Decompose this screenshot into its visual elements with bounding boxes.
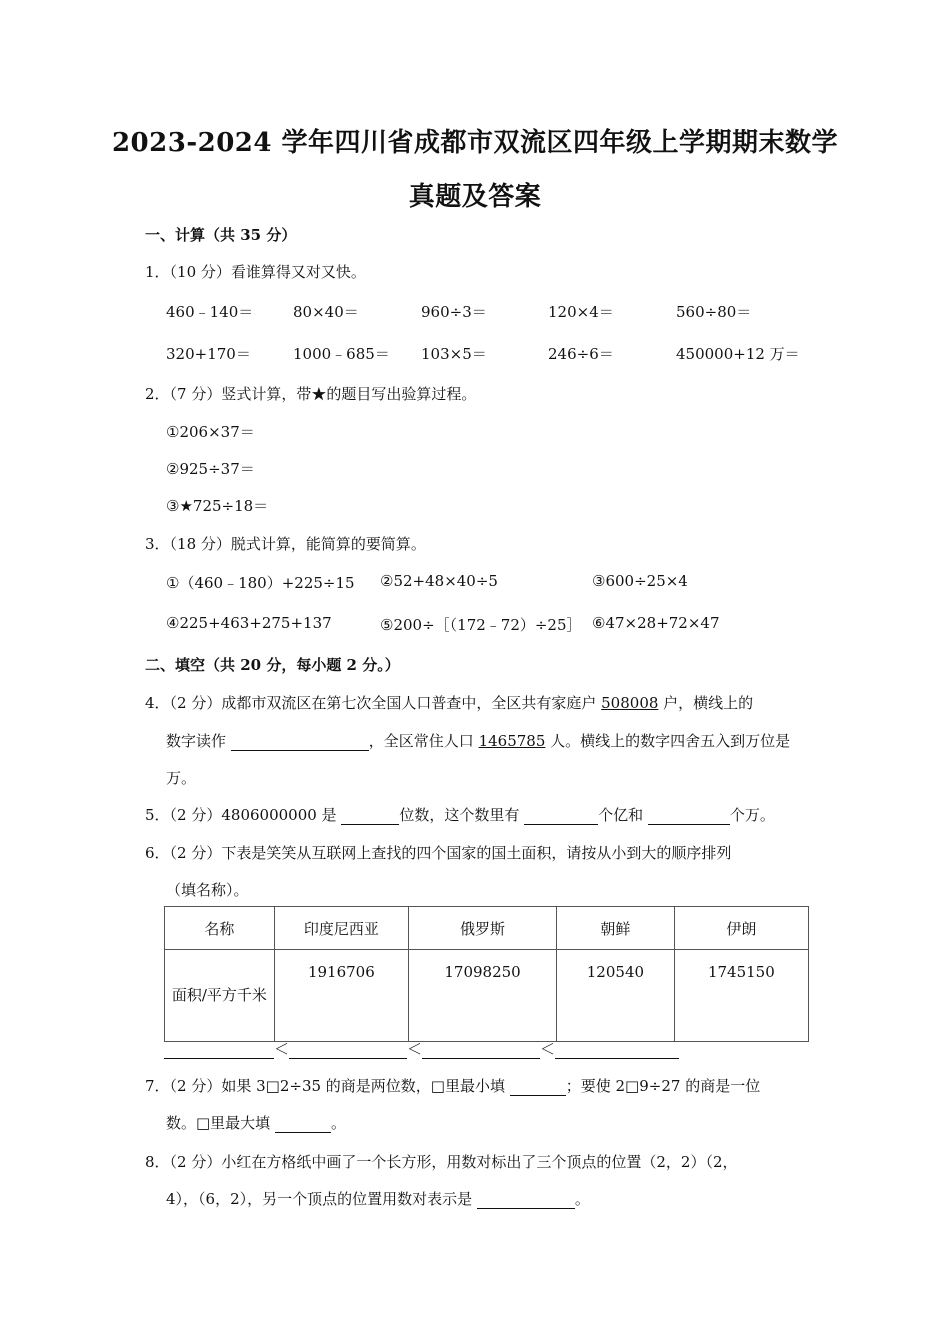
q8-line-1: 8．（2 分）小红在方格纸中画了一个长方形，用数对标出了三个顶点的位置（2，2）（2，: [145, 1153, 738, 1171]
q5-text: 个万。: [729, 806, 775, 824]
q4-text: ，全区常住人口: [368, 732, 479, 750]
q5-text: 个亿和: [598, 806, 648, 824]
q6-line-1: 6．（2 分）下表是笑笑从互联网上查找的四个国家的国土面积，请按从小到大的顺序排列: [145, 844, 732, 862]
q5-blank-digits[interactable]: [341, 808, 399, 825]
q3-item: ⑤200÷［（172﹣72）÷25］: [380, 616, 582, 634]
table-header-row: [165, 907, 809, 950]
q5-text: 5．（2 分）4806000000 是: [145, 806, 342, 824]
q7-line-1: [145, 1075, 760, 1096]
q6-order-answer: [164, 1038, 679, 1059]
less-than-sign: ＜: [407, 1040, 423, 1058]
q4-text: 4．（2 分）成都市双流区在第七次全国人口普查中，全区共有家庭户: [145, 694, 602, 712]
q1-item: 450000+12 万＝: [676, 345, 800, 363]
q1-item: 103×5＝: [421, 345, 487, 363]
q3-item: ①（460﹣180）+225÷15: [166, 574, 355, 592]
q5-line: [145, 804, 775, 825]
q4-line-2: [166, 730, 790, 751]
table-header-cell: 伊朗: [674, 907, 808, 950]
q4-number-households: 508008: [601, 694, 659, 712]
q8-line-2: [166, 1188, 590, 1209]
q6-blank-1[interactable]: [164, 1042, 274, 1059]
less-than-sign: ＜: [274, 1040, 290, 1058]
q7-blank-max[interactable]: [275, 1116, 331, 1133]
less-than-sign: ＜: [540, 1040, 556, 1058]
q3-stem: 3．（18 分）脱式计算，能简算的要简算。: [145, 535, 426, 553]
title-line-1: 2023-2024 学年四川省成都市双流区四年级上学期期末数学: [111, 128, 839, 158]
q8-text: 4），（6，2），另一个顶点的位置用数对表示是: [166, 1190, 477, 1208]
q5-blank-wan[interactable]: [648, 808, 730, 825]
q4-text: 人。横线上的数字四舍五入到万位是: [545, 732, 791, 750]
q5-text: 位数，这个数里有: [399, 806, 525, 824]
q4-line-1: [145, 692, 753, 713]
q6-line-2: （填名称）。: [166, 881, 249, 899]
table-row: [165, 950, 809, 1042]
q5-blank-yi[interactable]: [524, 808, 598, 825]
country-area-table: [164, 906, 809, 1042]
q1-item: 80×40＝: [293, 303, 359, 321]
q8-text: 。: [574, 1190, 590, 1208]
table-header-cell: 俄罗斯: [409, 907, 557, 950]
q1-item: 960÷3＝: [421, 303, 487, 321]
q3-item: ②52+48×40÷5: [380, 572, 498, 590]
q4-text: 数字读作: [166, 732, 231, 750]
q7-text: 数。□里最大填: [166, 1114, 275, 1132]
section-1-heading: 一、计算（共 35 分）: [145, 226, 297, 244]
q1-item: 560÷80＝: [676, 303, 752, 321]
q6-blank-4[interactable]: [555, 1042, 679, 1059]
q1-item: 460﹣140＝: [166, 303, 254, 321]
table-cell: 1916706: [274, 950, 408, 1042]
table-cell: 1745150: [674, 950, 808, 1042]
table-cell: 17098250: [409, 950, 557, 1042]
q2-item-3: ③★725÷18＝: [166, 497, 269, 515]
table-header-cell: 名称: [165, 907, 275, 950]
section-2-heading: 二、填空（共 20 分，每小题 2 分。）: [145, 656, 400, 674]
q4-number-population: 1465785: [478, 732, 546, 750]
q2-item-2: ②925÷37＝: [166, 460, 255, 478]
q4-blank-reading[interactable]: [231, 734, 369, 751]
q7-text: 。: [330, 1114, 346, 1132]
q1-item: 246÷6＝: [548, 345, 614, 363]
q7-text: ；要使 2□9÷27 的商是一位: [565, 1077, 761, 1095]
table-cell: 120540: [557, 950, 675, 1042]
q1-item: 120×4＝: [548, 303, 614, 321]
q4-text: 户，横线上的: [658, 694, 754, 712]
table-row-label: 面积/平方千米: [165, 950, 275, 1042]
q1-item: 1000﹣685＝: [293, 345, 390, 363]
q7-text: 7．（2 分）如果 3□2÷35 的商是两位数，□里最小填: [145, 1077, 510, 1095]
q8-blank-pair[interactable]: [477, 1192, 575, 1209]
q3-item: ③600÷25×4: [592, 572, 688, 590]
q3-item: ⑥47×28+72×47: [592, 614, 720, 632]
q4-line-3: 万。: [166, 769, 197, 787]
title-line-2: 真题及答案: [408, 182, 542, 212]
q7-line-2: [166, 1112, 346, 1133]
table-header-cell: 朝鲜: [557, 907, 675, 950]
q1-item: 320+170＝: [166, 345, 251, 363]
q1-stem: 1．（10 分）看谁算得又对又快。: [145, 263, 366, 281]
q2-stem: 2．（7 分）竖式计算，带★的题目写出验算过程。: [145, 385, 477, 403]
q2-item-1: ①206×37＝: [166, 423, 255, 441]
q3-item: ④225+463+275+137: [166, 614, 332, 632]
q6-blank-3[interactable]: [422, 1042, 540, 1059]
q7-blank-min[interactable]: [510, 1079, 566, 1096]
q6-blank-2[interactable]: [289, 1042, 407, 1059]
table-header-cell: 印度尼西亚: [274, 907, 408, 950]
